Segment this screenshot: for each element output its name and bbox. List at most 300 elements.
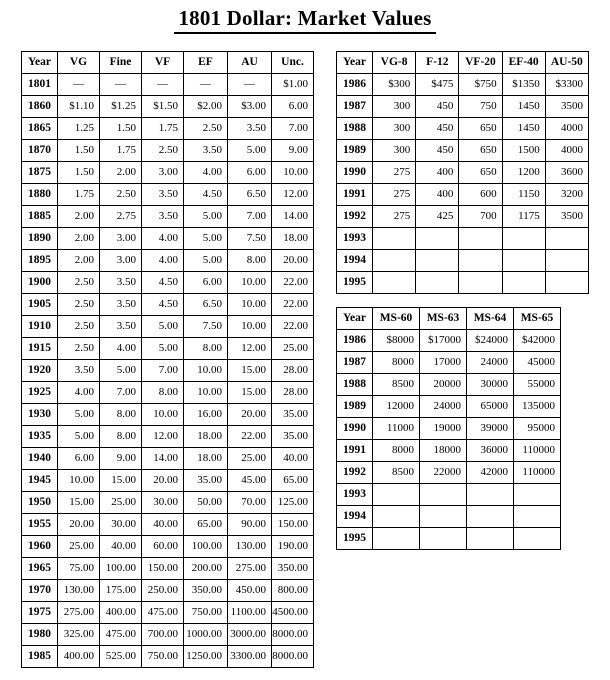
value-cell: 7.00 [100,382,142,404]
value-cell: 70.00 [228,492,272,514]
value-cell: 40.00 [100,536,142,558]
table-row [22,272,314,294]
value-cell: 8000 [373,440,420,462]
table-body [337,74,589,294]
year-cell: 1993 [337,484,373,506]
table-row [22,206,314,228]
value-cell: 65.00 [184,514,228,536]
value-cell-dash: — [100,74,142,96]
value-cell: 40.00 [142,514,184,536]
table-row [337,74,589,96]
value-cell: 275.00 [58,602,100,624]
value-cell: 5.00 [58,426,100,448]
value-cell: 14.00 [272,206,314,228]
value-cell: 475.00 [100,624,142,646]
value-cell: 20.00 [142,470,184,492]
column-header-vg-8: VG-8 [373,52,416,74]
column-header-au-50: AU-50 [545,52,588,74]
year-cell: 1970 [22,580,58,602]
year-cell: 1925 [22,382,58,404]
value-cell: 200.00 [184,558,228,580]
table-body [337,330,561,550]
value-cell: 17000 [420,352,467,374]
table-row [22,602,314,624]
value-cell: 90.00 [228,514,272,536]
value-cell: $24000 [467,330,514,352]
value-cell: 28.00 [272,360,314,382]
value-cell: 40.00 [272,448,314,470]
value-cell: 425 [416,206,459,228]
value-cell-empty [514,528,561,550]
value-cell: 100.00 [184,536,228,558]
year-cell: 1905 [22,294,58,316]
value-cell: 300 [373,140,416,162]
value-cell: 2.75 [100,206,142,228]
value-cell: 750.00 [184,602,228,624]
year-cell: 1895 [22,250,58,272]
table-row [22,382,314,404]
value-cell: 7.50 [228,228,272,250]
value-cell-empty [373,506,420,528]
table-row [22,360,314,382]
value-cell: 65000 [467,396,514,418]
year-cell: 1992 [337,206,373,228]
value-cell: 10.00 [228,272,272,294]
value-cell: 275 [373,162,416,184]
value-cell: 25.00 [228,448,272,470]
year-cell: 1945 [22,470,58,492]
value-cell: 65.00 [272,470,314,492]
table-header-row [337,308,561,330]
table-row [22,140,314,162]
value-cell: 3200 [545,184,588,206]
table-row [337,228,589,250]
value-cell-empty [459,228,502,250]
year-cell: 1960 [22,536,58,558]
value-cell: 175.00 [100,580,142,602]
value-cell: 12.00 [272,184,314,206]
table-row [337,96,589,118]
mint-state-grades-modern-table [336,307,561,550]
year-cell: 1991 [337,184,373,206]
value-cell-empty [373,272,416,294]
column-header-ef-40: EF-40 [502,52,545,74]
value-cell: 1.25 [58,118,100,140]
table-row [337,352,561,374]
value-cell: 475.00 [142,602,184,624]
value-cell: 22.00 [228,426,272,448]
column-header-ms-65: MS-65 [514,308,561,330]
table-row [337,440,561,462]
column-header-year: Year [22,52,58,74]
value-cell: 36000 [467,440,514,462]
value-cell: 6.00 [228,162,272,184]
value-cell-empty [467,528,514,550]
value-cell: 110000 [514,462,561,484]
value-cell: 450.00 [228,580,272,602]
table-row [22,250,314,272]
value-cell: 4.50 [142,294,184,316]
value-cell: 5.00 [184,250,228,272]
value-cell: 35.00 [272,426,314,448]
value-cell: 650 [459,140,502,162]
value-cell: 4.00 [142,228,184,250]
value-cell-empty [420,528,467,550]
value-cell: 1100.00 [228,602,272,624]
value-cell: 400.00 [100,602,142,624]
column-header-unc: Unc. [272,52,314,74]
value-cell: 400 [416,184,459,206]
value-cell: 1450 [502,118,545,140]
value-cell: 1.50 [100,118,142,140]
value-cell-empty [545,272,588,294]
year-cell: 1994 [337,250,373,272]
year-cell: 1988 [337,118,373,140]
value-cell: $17000 [420,330,467,352]
bottom-right-table-container [336,307,561,550]
table-row [337,484,561,506]
value-cell: 1150 [502,184,545,206]
year-cell: 1880 [22,184,58,206]
value-cell: 525.00 [100,646,142,668]
value-cell: 18.00 [184,426,228,448]
table-row [22,96,314,118]
column-header-fine: Fine [100,52,142,74]
table-row [22,316,314,338]
value-cell: 10.00 [228,316,272,338]
value-cell: 130.00 [58,580,100,602]
value-cell: $1.10 [58,96,100,118]
year-cell: 1986 [337,74,373,96]
year-cell: 1989 [337,140,373,162]
table-row [22,624,314,646]
value-cell: 2.00 [58,206,100,228]
table-row [22,514,314,536]
value-cell: 25.00 [58,536,100,558]
value-cell: 4000 [545,140,588,162]
year-cell: 1988 [337,374,373,396]
value-cell: 1450 [502,96,545,118]
value-cell: 10.00 [228,294,272,316]
page-title [0,6,610,34]
table-row [337,162,589,184]
value-cell: 8.00 [100,426,142,448]
value-cell: 15.00 [228,382,272,404]
value-cell: 4.50 [184,184,228,206]
table-row [22,184,314,206]
value-cell: 42000 [467,462,514,484]
value-cell: 190.00 [272,536,314,558]
table-row [337,272,589,294]
value-cell: 22000 [420,462,467,484]
value-cell: 10.00 [58,470,100,492]
value-cell: 450 [416,140,459,162]
year-cell: 1900 [22,272,58,294]
value-cell: 1.50 [58,162,100,184]
value-cell: 4.00 [142,250,184,272]
value-cell: 8.00 [184,338,228,360]
value-cell-empty [502,272,545,294]
value-cell: 15.00 [228,360,272,382]
value-cell: 5.00 [58,404,100,426]
value-cell: 4.00 [58,382,100,404]
table-row [22,448,314,470]
value-cell-empty [467,484,514,506]
year-cell: 1987 [337,96,373,118]
value-cell: 135000 [514,396,561,418]
value-cell: 700 [459,206,502,228]
value-cell: 2.00 [58,228,100,250]
value-cell: 1.50 [58,140,100,162]
value-cell: 3.00 [100,250,142,272]
year-cell: 1992 [337,462,373,484]
value-cell: 750 [459,96,502,118]
value-cell: 45000 [514,352,561,374]
value-cell-empty [373,484,420,506]
table-row [22,492,314,514]
value-cell: 3000.00 [228,624,272,646]
value-cell: 3.50 [100,272,142,294]
table-row [22,470,314,492]
year-cell: 1950 [22,492,58,514]
value-cell: 450 [416,118,459,140]
value-cell: 35.00 [272,404,314,426]
column-header-ms-60: MS-60 [373,308,420,330]
value-cell: 18.00 [184,448,228,470]
table-row [22,74,314,96]
value-cell: 450 [416,96,459,118]
value-cell: 7.50 [184,316,228,338]
value-cell: 24000 [467,352,514,374]
value-cell-empty [373,228,416,250]
value-cell: 1000.00 [184,624,228,646]
value-cell: 25.00 [100,492,142,514]
value-cell: 8000.00 [272,646,314,668]
value-cell-empty [373,528,420,550]
value-cell: 6.00 [272,96,314,118]
value-cell: $3300 [545,74,588,96]
value-cell: 3.50 [58,360,100,382]
value-cell: 20.00 [228,404,272,426]
table-row [22,294,314,316]
value-cell: $42000 [514,330,561,352]
table-row [337,330,561,352]
value-cell: 10.00 [184,360,228,382]
value-cell: 14.00 [142,448,184,470]
table-body [22,74,314,668]
year-cell: 1930 [22,404,58,426]
table-row [22,404,314,426]
year-cell: 1993 [337,228,373,250]
year-cell: 1980 [22,624,58,646]
year-cell: 1994 [337,506,373,528]
value-cell: 5.00 [142,316,184,338]
value-cell: 100.00 [100,558,142,580]
year-cell: 1940 [22,448,58,470]
value-cell: 2.50 [58,294,100,316]
value-cell-empty [459,272,502,294]
value-cell: 6.00 [58,448,100,470]
value-cell: 19000 [420,418,467,440]
value-cell: 2.50 [184,118,228,140]
year-cell: 1865 [22,118,58,140]
value-cell: 2.50 [58,316,100,338]
table-row [22,118,314,140]
value-cell: 7.00 [228,206,272,228]
value-cell: 5.00 [100,360,142,382]
value-cell: 2.50 [142,140,184,162]
value-cell: 2.50 [100,184,142,206]
value-cell: 1.75 [100,140,142,162]
table-row [337,140,589,162]
value-cell: 650 [459,118,502,140]
value-cell-dash: — [228,74,272,96]
value-cell: 275.00 [228,558,272,580]
value-cell: 20.00 [272,250,314,272]
value-cell: $750 [459,74,502,96]
value-cell: $1.25 [100,96,142,118]
table-header-row [22,52,314,74]
value-cell: 300 [373,118,416,140]
value-cell: 3500 [545,206,588,228]
value-cell: 9.00 [272,140,314,162]
value-cell: 2.50 [58,338,100,360]
column-header-au: AU [228,52,272,74]
value-cell-dash: — [142,74,184,96]
value-cell-empty [416,250,459,272]
column-header-vg: VG [58,52,100,74]
table-row [337,118,589,140]
value-cell-dash: — [58,74,100,96]
value-cell: 18000 [420,440,467,462]
year-cell: 1910 [22,316,58,338]
year-cell: 1975 [22,602,58,624]
value-cell: 130.00 [228,536,272,558]
column-header-f-12: F-12 [416,52,459,74]
value-cell: 22.00 [272,294,314,316]
value-cell: 4.00 [100,338,142,360]
value-cell-empty [514,484,561,506]
value-cell: 350.00 [272,558,314,580]
column-header-ef: EF [184,52,228,74]
value-cell: 20.00 [58,514,100,536]
value-cell-empty [467,506,514,528]
table-row [22,558,314,580]
value-cell: 150.00 [272,514,314,536]
value-cell: 3.50 [100,316,142,338]
value-cell: 750.00 [142,646,184,668]
column-header-year: Year [337,308,373,330]
table-row [22,646,314,668]
value-cell: 8000 [373,352,420,374]
table-row [337,250,589,272]
value-cell: 28.00 [272,382,314,404]
year-cell: 1990 [337,418,373,440]
value-cell: 8.00 [142,382,184,404]
value-cell: 8000.00 [272,624,314,646]
value-cell: 11000 [373,418,420,440]
value-cell: 1250.00 [184,646,228,668]
value-cell: 400 [416,162,459,184]
value-cell: 3.00 [100,228,142,250]
column-header-ms-63: MS-63 [420,308,467,330]
year-cell: 1985 [22,646,58,668]
value-cell: 600 [459,184,502,206]
value-cell: 30.00 [142,492,184,514]
table-row [22,162,314,184]
value-cell: 350.00 [184,580,228,602]
table-row [22,580,314,602]
table-row [337,374,561,396]
main-table-container [21,51,314,668]
year-cell: 1801 [22,74,58,96]
value-cell: 8.00 [100,404,142,426]
circulated-grades-modern-table [336,51,589,294]
year-cell: 1920 [22,360,58,382]
value-cell: $300 [373,74,416,96]
year-cell: 1885 [22,206,58,228]
value-cell: 7.00 [142,360,184,382]
value-cell-empty [416,228,459,250]
year-cell: 1955 [22,514,58,536]
value-cell: 5.00 [184,206,228,228]
value-cell: $2.00 [184,96,228,118]
value-cell: 22.00 [272,316,314,338]
value-cell-empty [416,272,459,294]
year-cell: 1870 [22,140,58,162]
year-cell: 1860 [22,96,58,118]
value-cell: 24000 [420,396,467,418]
value-cell: 800.00 [272,580,314,602]
column-header-ms-64: MS-64 [467,308,514,330]
table-row [337,396,561,418]
value-cell: 9.00 [100,448,142,470]
value-cell: 1.75 [142,118,184,140]
value-cell: 55000 [514,374,561,396]
value-cell: 30.00 [100,514,142,536]
year-cell: 1995 [337,272,373,294]
value-cell: 275 [373,184,416,206]
value-cell: 125.00 [272,492,314,514]
value-cell: 400.00 [58,646,100,668]
value-cell: 75.00 [58,558,100,580]
value-cell: 110000 [514,440,561,462]
year-cell: 1986 [337,330,373,352]
value-cell: $3.00 [228,96,272,118]
top-right-table-container [336,51,589,294]
table-row [22,536,314,558]
year-cell: 1989 [337,396,373,418]
value-cell: 12.00 [228,338,272,360]
table-row [337,506,561,528]
value-cell: 700.00 [142,624,184,646]
market-values-by-grade-table [21,51,314,668]
value-cell-empty [373,250,416,272]
value-cell: 4.00 [184,162,228,184]
value-cell: 8500 [373,462,420,484]
value-cell: 150.00 [142,558,184,580]
table-row [22,338,314,360]
value-cell: 1200 [502,162,545,184]
value-cell: 1175 [502,206,545,228]
value-cell-empty [459,250,502,272]
value-cell: $8000 [373,330,420,352]
value-cell: 325.00 [58,624,100,646]
value-cell: 3.50 [184,140,228,162]
year-cell: 1995 [337,528,373,550]
value-cell: 3.50 [142,184,184,206]
table-row [337,418,561,440]
